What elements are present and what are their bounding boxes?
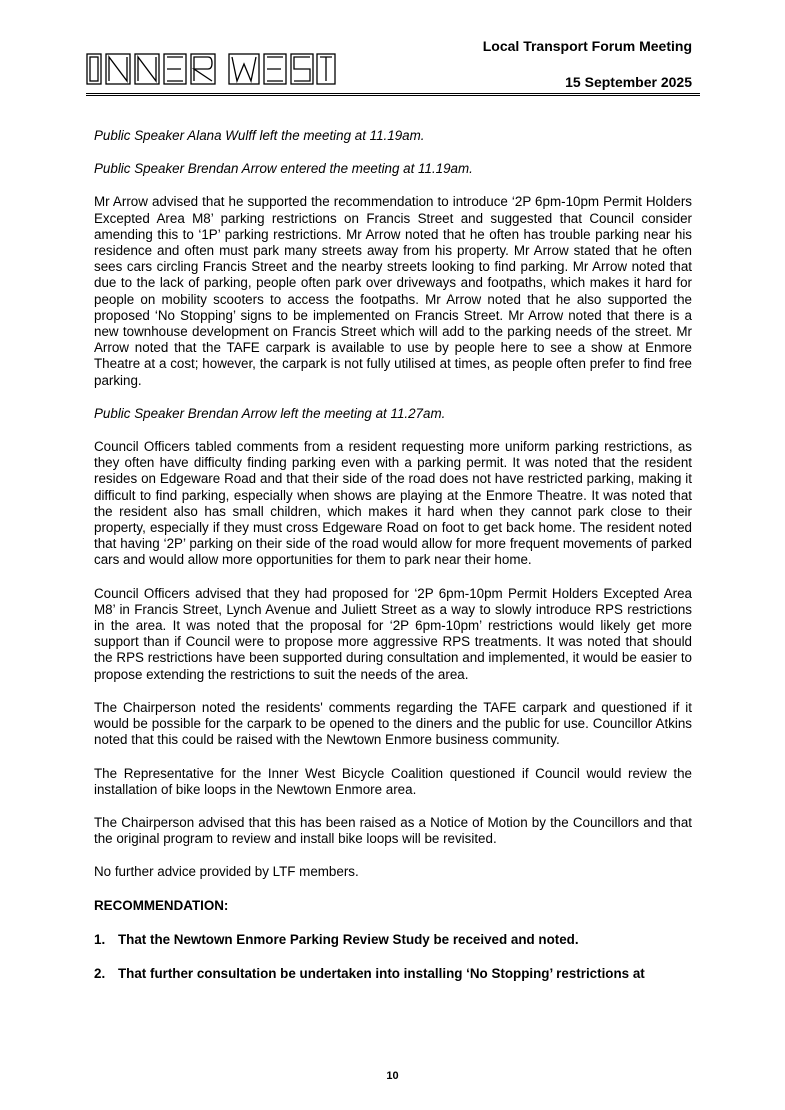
paragraph-chairperson-carpark: The Chairperson noted the residents' comments regarding the TAFE carpark and questioned if it would be possible for the carpark to be opened to the diners and the public for use. Councillor Atkins noted that this could be raised with the Newtown Enmore business community. [94, 699, 692, 748]
meeting-date: 15 September 2025 [565, 74, 692, 90]
recommendation-text: That further consultation be undertaken into installing ‘No Stopping’ restrictions at [118, 965, 645, 981]
header-divider [86, 93, 700, 96]
paragraph-bicycle-coalition: The Representative for the Inner West Bicycle Coalition questioned if Council would review the installation of bike loops in the Newtown Enmore area. [94, 765, 692, 797]
paragraph-no-further-advice: No further advice provided by LTF members. [94, 864, 359, 880]
recommendation-item [94, 932, 692, 948]
minutes-body [94, 128, 692, 1000]
recommendation-item [94, 966, 692, 982]
recommendation-number: 1. [94, 931, 106, 947]
paragraph-chairperson-motion: The Chairperson advised that this has been raised as a Notice of Motion by the Councillors and that the original program to review and install bike loops will be revisited. [94, 814, 692, 847]
recommendation-text: That the Newtown Enmore Parking Review Study be received and noted. [118, 931, 579, 947]
paragraph-speaker-entered: Public Speaker Brendan Arrow entered the meeting at 11.19am. [94, 161, 473, 177]
recommendation-number: 2. [94, 965, 106, 981]
inner-west-logo [86, 50, 336, 92]
paragraph-officers-advice: Council Officers advised that they had proposed for ‘2P 6pm-10pm Permit Holders Excepted Area M8’ in Francis Street, Lynch Avenue and Juliett Street as a way to slowly introduce RPS restrictions in the area. It was noted that the proposal for ‘2P 6pm-10pm’ restrictions would likely get more support than if Council were to propose more aggressive RPS treatments. It was noted that should the RPS restrictions have been supported during consultation and implemented, it would be easier to propose extending the restrictions to suit the needs of the area. [94, 585, 692, 682]
paragraph-arrow-advice: Mr Arrow advised that he supported the recommendation to introduce ‘2P 6pm-10pm Permit Holders Excepted Area M8’ parking restrictions on Francis Street and suggested that Council consider amending this to ‘1P’ parking restrictions. Mr Arrow noted that he often has trouble parking near his residence and often must park many streets away from his property. Mr Arrow stated that he often sees cars circling Francis Street and the nearby streets looking to find parking. Mr Arrow noted that due to the lack of parking, people often park over driveways and footpaths, which makes it hard for people on mobility scooters to access the footpaths. Mr Arrow noted that he also supported the proposed ‘No Stopping’ signs to be implemented on Francis Street. Mr Arrow noted that there is a new townhouse development on Francis Street which will add to the parking needs of the street. Mr Arrow noted that the TAFE carpark is available to use by people here to see a show at Enmore Theatre at a cost; however, the carpark is not fully utilised at times, as people often prefer to find free parking. [94, 194, 692, 388]
recommendation-heading: RECOMMENDATION: [94, 897, 229, 913]
paragraph-arrow-left: Public Speaker Brendan Arrow left the meeting at 11.27am. [94, 405, 446, 421]
paragraph-speaker-left: Public Speaker Alana Wulff left the meeting at 11.19am. [94, 128, 425, 143]
meeting-title: Local Transport Forum Meeting [482, 38, 692, 54]
page-number: 10 [386, 1070, 399, 1082]
page-header [86, 30, 700, 96]
recommendation-list [94, 932, 692, 982]
paragraph-resident-comments: Council Officers tabled comments from a resident requesting more uniform parking restrictions, as they often have difficulty finding parking even with a parking permit. It was noted that the resident resides on Edgeware Road and that their side of the road does not have restricted parking, making it difficult to find parking, especially when shows are playing at the Enmore Theatre. It was noted that the resident also has small children, which makes it hard when they cannot park close to their property, especially if they must cross Edgeware Road on foot to get back home. The resident noted that having ‘2P’ parking on their side of the road would allow for more frequent movements of parked cars and would allow more opportunities for them to park near their home. [94, 439, 692, 568]
